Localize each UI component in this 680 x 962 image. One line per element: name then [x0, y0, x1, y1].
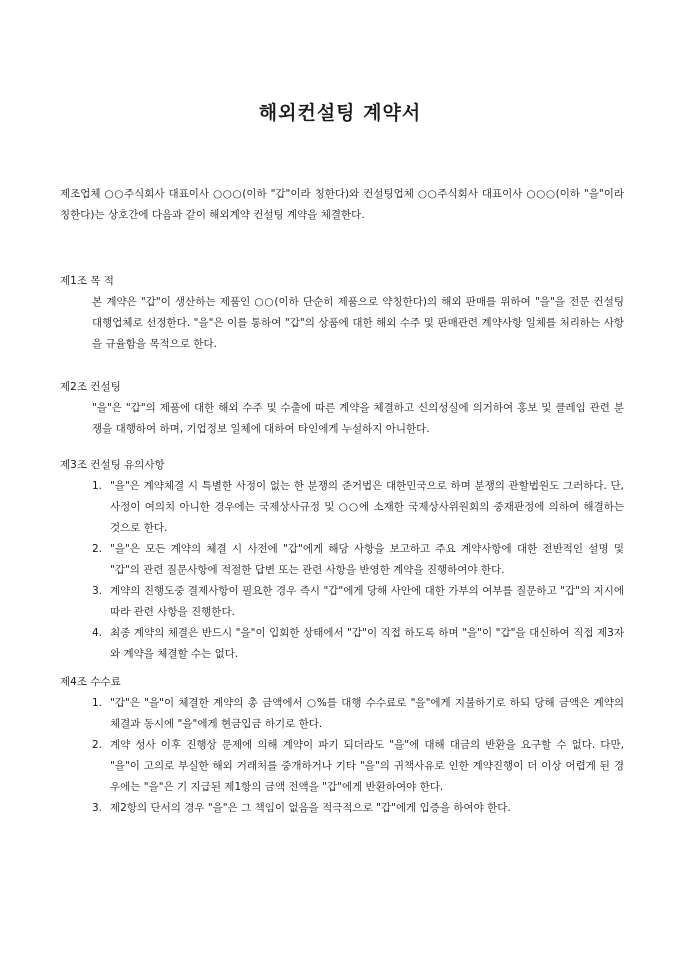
item-number: 3. [92, 802, 103, 814]
item-text: 최종 계약의 체결은 반드시 "을"이 입회한 상태에서 "갑"이 직접 하도록 하며 "을"이 "갑"을 대신하여 직접 제3자와 계약을 체결할 수는 없다. [110, 627, 624, 660]
item-number: 2. [92, 739, 103, 751]
item-text: 제2항의 단서의 경우 "을"은 그 책임이 없음을 적극적으로 "갑"에게 입증을 하여야 한다. [110, 802, 511, 814]
document-title: 해외컨설팅 계약서 [258, 102, 422, 124]
item-number: 1. [92, 480, 103, 492]
article-heading: 제2조 컨설팅 [60, 381, 121, 393]
article-item-list [60, 476, 624, 665]
item-number: 3. [92, 585, 103, 597]
intro-paragraph: 제조업체 ○○주식회사 대표이사 ○○○(이하 "갑"이라 칭한다)와 컨설팅업체 ○○주식회사 대표이사 ○○○(이하 "을"이라 칭한다)는 상호간에 다음과 같이 해외계약 컨설팅 계약을 체결한다. [60, 188, 624, 221]
article-body: 본 계약은 "갑"이 생산하는 제품인 ○○(이하 단순히 제품으로 약칭한다)의 해외 판매를 위하여 "을"을 전문 컨설팅 대행업체로 선정한다. "을"은 이를 통하여 "갑"의 상품에 대한 해외 수주 및 판매관련 계약사항 일체를 처리하는 사항을 규율함을 목적으로 한다. [92, 296, 624, 350]
item-text: 계약의 진행도중 결제사항이 필요한 경우 즉시 "갑"에게 당해 사안에 대한 가부의 여부를 질문하고 "갑"의 지시에 따라 관련 사항을 진행한다. [110, 585, 624, 618]
article-1 [60, 271, 624, 355]
article-2 [60, 377, 624, 440]
list-item [92, 476, 624, 539]
list-item [92, 798, 624, 819]
article-3 [60, 455, 624, 665]
item-text: "을"은 모든 계약의 체결 시 사전에 "갑"에게 해당 사항을 보고하고 주요 계약사항에 대한 전반적인 설명 및 "갑"의 관련 질문사항에 적절한 답변 또는 관련 사항을 반영한 계약을 진행하여야 한다. [110, 543, 624, 576]
list-item [92, 735, 624, 798]
item-text: 계약 성사 이후 진행상 문제에 의해 계약이 파기 되더라도 "을"에 대해 대금의 반환을 요구할 수 없다. 다만, "을"이 고의로 부실한 해외 거래처를 중개하거나 기타 "을"의 귀책사유로 인한 계약진행이 더 이상 어렵게 된 경우에는 "을"은 기 지급된 제1항의 금액 전액을 "갑"에게 반환하여야 한다. [110, 739, 624, 793]
article-item-list [60, 693, 624, 819]
list-item [92, 539, 624, 581]
item-number: 4. [92, 627, 103, 639]
item-number: 1. [92, 697, 103, 709]
list-item [92, 581, 624, 623]
article-4 [60, 672, 624, 819]
article-heading: 제1조 목 적 [60, 275, 114, 287]
article-heading: 제4조 수수료 [60, 676, 121, 688]
item-number: 2. [92, 543, 103, 555]
item-text: "을"은 계약체결 시 특별한 사정이 없는 한 분쟁의 준거법은 대한민국으로 하며 분쟁의 관할법원도 그러하다. 단, 사정이 여의치 아니한 경우에는 국제상사규정 및 ○○에 소재한 국제상사위원회의 중재판정에 의하여 해결하는 것으로 한다. [110, 480, 624, 534]
item-text: "갑"은 "을"이 체결한 계약의 총 금액에서 ○%를 대행 수수료로 "을"에게 지불하기로 하되 당해 금액은 계약의 체결과 동시에 "을"에게 현금입금 하기로 한다. [110, 697, 624, 730]
list-item [92, 693, 624, 735]
list-item [92, 623, 624, 665]
article-heading: 제3조 컨설팅 유의사항 [60, 459, 165, 471]
article-body: "을"은 "갑"의 제품에 대한 해외 수주 및 수출에 따른 계약을 체결하고 신의성실에 의거하여 홍보 및 클레임 관련 분쟁을 대행하여 하며, 기업정보 일체에 대하여 타인에게 누설하지 아니한다. [92, 402, 624, 435]
